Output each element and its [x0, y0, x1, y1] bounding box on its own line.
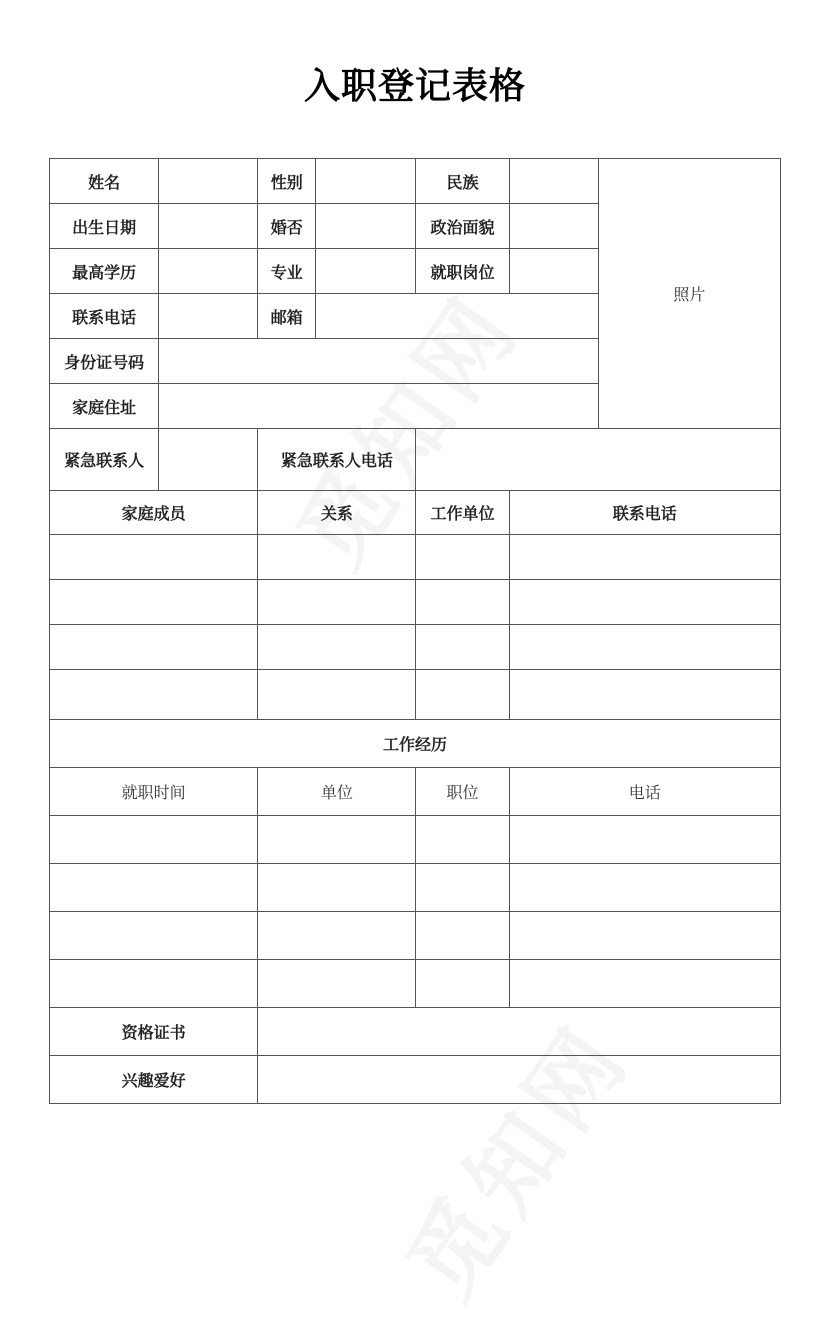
- family-relation-input[interactable]: [258, 535, 416, 580]
- work-title-input[interactable]: [416, 864, 509, 912]
- label-political: 政治面貌: [416, 204, 509, 249]
- work-row: [50, 864, 781, 912]
- label-emergency-phone: 紧急联系人电话: [258, 429, 416, 491]
- work-time-input[interactable]: [50, 912, 258, 960]
- phone-input[interactable]: [159, 294, 258, 339]
- label-name: 姓名: [50, 159, 159, 204]
- family-row: [50, 625, 781, 670]
- family-header-relation: 关系: [258, 491, 416, 535]
- label-position: 就职岗位: [416, 249, 509, 294]
- family-row: [50, 670, 781, 720]
- family-member-input[interactable]: [50, 580, 258, 625]
- family-member-input[interactable]: [50, 670, 258, 720]
- work-company-input[interactable]: [258, 864, 416, 912]
- family-member-input[interactable]: [50, 535, 258, 580]
- work-row: [50, 912, 781, 960]
- work-time-input[interactable]: [50, 960, 258, 1008]
- row-certificates: [50, 1008, 781, 1056]
- label-address: 家庭住址: [50, 384, 159, 429]
- family-header-row: [50, 491, 781, 535]
- label-email: 邮箱: [258, 294, 316, 339]
- row-name: [50, 159, 781, 204]
- row-hobbies: [50, 1056, 781, 1104]
- family-header-phone: 联系电话: [509, 491, 780, 535]
- work-section-title: 工作经历: [50, 720, 781, 768]
- family-relation-input[interactable]: [258, 670, 416, 720]
- work-company-input[interactable]: [258, 912, 416, 960]
- page-title: 入职登记表格: [303, 66, 526, 107]
- ethnicity-input[interactable]: [509, 159, 598, 204]
- family-relation-input[interactable]: [258, 625, 416, 670]
- label-emergency-contact: 紧急联系人: [50, 429, 159, 491]
- emergency-phone-input[interactable]: [416, 429, 781, 491]
- family-employer-input[interactable]: [416, 670, 509, 720]
- work-phone-input[interactable]: [509, 960, 780, 1008]
- family-row: [50, 580, 781, 625]
- major-input[interactable]: [316, 249, 416, 294]
- hobbies-input[interactable]: [258, 1056, 781, 1104]
- family-header-employer: 工作单位: [416, 491, 509, 535]
- label-birthdate: 出生日期: [50, 204, 159, 249]
- label-major: 专业: [258, 249, 316, 294]
- work-header-title: 职位: [416, 768, 509, 816]
- name-input[interactable]: [159, 159, 258, 204]
- work-title-input[interactable]: [416, 816, 509, 864]
- label-marital: 婚否: [258, 204, 316, 249]
- family-employer-input[interactable]: [416, 625, 509, 670]
- family-employer-input[interactable]: [416, 535, 509, 580]
- email-input[interactable]: [316, 294, 598, 339]
- row-emergency: [50, 429, 781, 491]
- label-phone: 联系电话: [50, 294, 159, 339]
- family-employer-input[interactable]: [416, 580, 509, 625]
- work-company-input[interactable]: [258, 960, 416, 1008]
- family-phone-input[interactable]: [509, 625, 780, 670]
- gender-input[interactable]: [316, 159, 416, 204]
- work-header-phone: 电话: [509, 768, 780, 816]
- work-section-title-row: [50, 720, 781, 768]
- certificates-input[interactable]: [258, 1008, 781, 1056]
- political-input[interactable]: [509, 204, 598, 249]
- id-number-input[interactable]: [159, 339, 599, 384]
- family-phone-input[interactable]: [509, 670, 780, 720]
- work-phone-input[interactable]: [509, 816, 780, 864]
- work-header-time: 就职时间: [50, 768, 258, 816]
- work-time-input[interactable]: [50, 816, 258, 864]
- work-row: [50, 816, 781, 864]
- work-time-input[interactable]: [50, 864, 258, 912]
- family-row: [50, 535, 781, 580]
- label-education: 最高学历: [50, 249, 159, 294]
- position-input[interactable]: [509, 249, 598, 294]
- work-phone-input[interactable]: [509, 912, 780, 960]
- work-header-row: [50, 768, 781, 816]
- work-header-company: 单位: [258, 768, 416, 816]
- label-id-number: 身份证号码: [50, 339, 159, 384]
- work-row: [50, 960, 781, 1008]
- work-company-input[interactable]: [258, 816, 416, 864]
- work-title-input[interactable]: [416, 960, 509, 1008]
- family-header-member: 家庭成员: [50, 491, 258, 535]
- address-input[interactable]: [159, 384, 599, 429]
- family-relation-input[interactable]: [258, 580, 416, 625]
- label-ethnicity: 民族: [416, 159, 509, 204]
- education-input[interactable]: [159, 249, 258, 294]
- label-certificates: 资格证书: [50, 1008, 258, 1056]
- label-hobbies: 兴趣爱好: [50, 1056, 258, 1104]
- emergency-contact-input[interactable]: [159, 429, 258, 491]
- work-title-input[interactable]: [416, 912, 509, 960]
- family-phone-input[interactable]: [509, 580, 780, 625]
- birthdate-input[interactable]: [159, 204, 258, 249]
- photo-box[interactable]: 照片: [598, 159, 780, 429]
- marital-input[interactable]: [316, 204, 416, 249]
- label-gender: 性别: [258, 159, 316, 204]
- work-phone-input[interactable]: [509, 864, 780, 912]
- family-member-input[interactable]: [50, 625, 258, 670]
- family-phone-input[interactable]: [509, 535, 780, 580]
- registration-form-table: [49, 158, 781, 1104]
